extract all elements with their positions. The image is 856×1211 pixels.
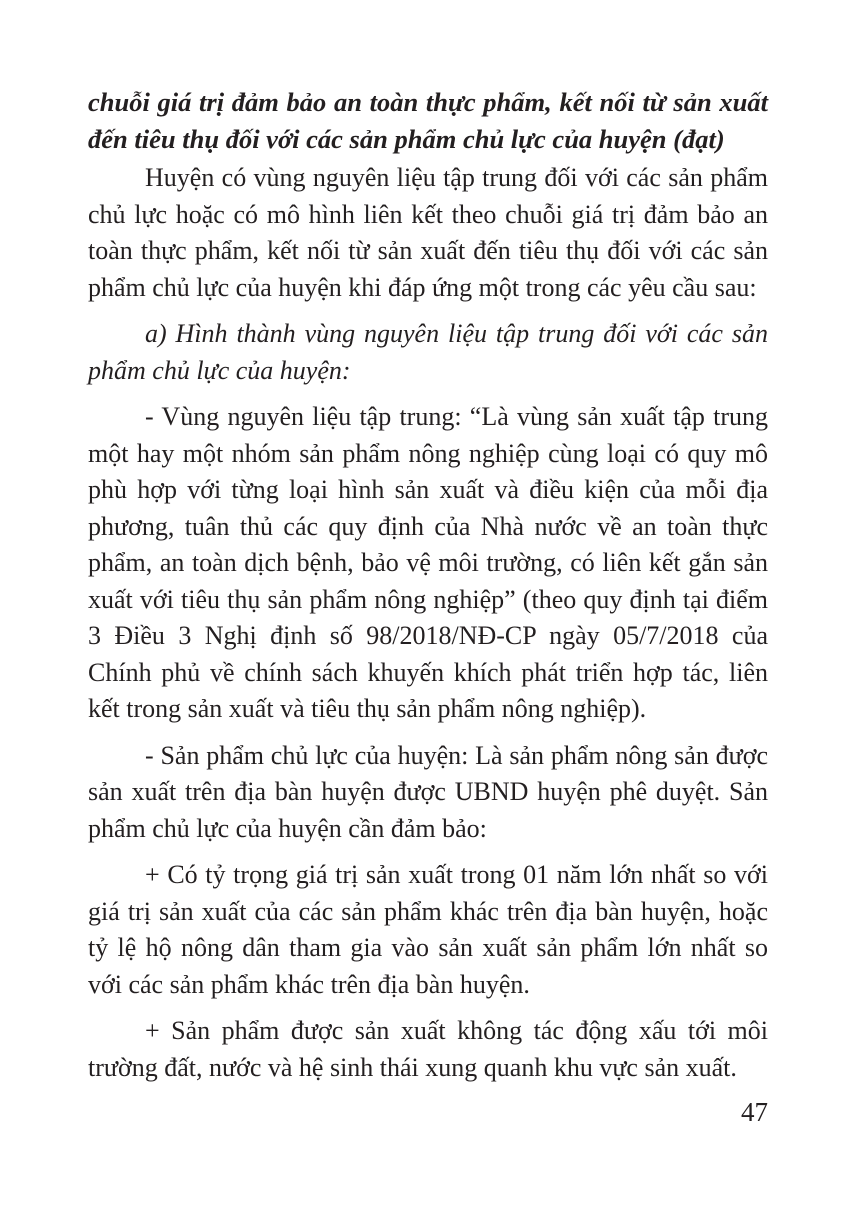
page-number: 47	[741, 1097, 768, 1127]
paragraph-criterion-environment: + Sản phẩm được sản xuất không tác động xấu tới môi trường đất, nước và hệ sinh thái xung quanh khu vực sản xuất.	[88, 1016, 768, 1082]
paragraph-item-a: a) Hình thành vùng nguyên liệu tập trung đối với các sản phẩm chủ lực của huyện:	[88, 319, 768, 385]
paragraph-key-product: - Sản phẩm chủ lực của huyện: Là sản phẩm nông sản được sản xuất trên địa bàn huyện được UBND huyện phê duyệt. Sản phẩm chủ lực của huyện cần đảm bảo:	[88, 740, 768, 843]
paragraph-raw-material-zone: - Vùng nguyên liệu tập trung: “Là vùng sản xuất tập trung một hay một nhóm sản phẩm nông nghiệp cùng loại có quy mô phù hợp với từng loại hình sản xuất và điều kiện của mỗi địa phương, tuân thủ các quy định của Nhà nước về an toàn thực phẩm, an toàn dịch bệnh, bảo vệ môi trường, có liên kết gắn sản xuất với tiêu thụ sản phẩm nông nghiệp” (theo quy định tại điểm 3 Điều 3 Nghị định số 98/2018/NĐ-CP ngày 05/7/2018 của Chính phủ về chính sách khuyến khích phát triển hợp tác, liên kết trong sản xuất và tiêu thụ sản phẩm nông nghiệp).	[88, 402, 768, 723]
section-heading: chuỗi giá trị đảm bảo an toàn thực phẩm, kết nối từ sản xuất đến tiêu thụ đối với các sản phẩm chủ lực của huyện (đạt)	[88, 87, 768, 154]
paragraph-criterion-value: + Có tỷ trọng giá trị sản xuất trong 01 năm lớn nhất so với giá trị sản xuất của các sản phẩm khác trên địa bàn huyện, hoặc tỷ lệ hộ nông dân tham gia vào sản xuất sản phẩm lớn nhất so với các sản phẩm khác trên địa bàn huyện.	[88, 860, 768, 999]
paragraph-intro: Huyện có vùng nguyên liệu tập trung đối với các sản phẩm chủ lực hoặc có mô hình liên kết theo chuỗi giá trị đảm bảo an toàn thực phẩm, kết nối từ sản xuất đến tiêu thụ đối với các sản phẩm chủ lực của huyện khi đáp ứng một trong các yêu cầu sau:	[88, 163, 768, 302]
page-body	[88, 84, 768, 1086]
